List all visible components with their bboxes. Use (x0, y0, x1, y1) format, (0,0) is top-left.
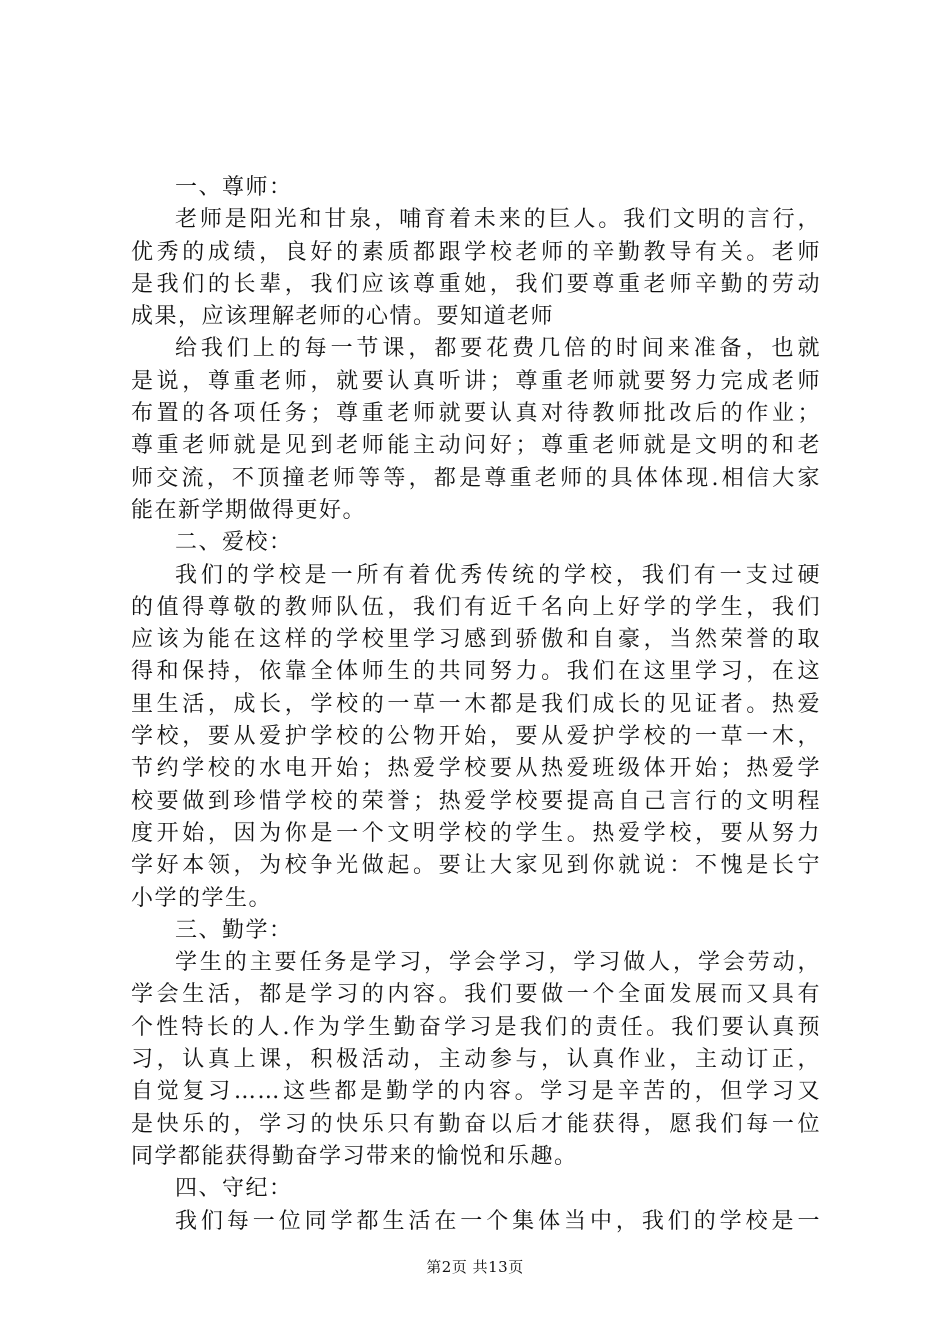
text-line: 节约学校的水电开始；热爱学校要从热爱班级体开始；热爱学 (131, 756, 821, 782)
page-footer: 第2页 共13页 (426, 1258, 524, 1276)
text-line: 学生的主要任务是学习，学会学习，学习做人，学会劳动， (175, 950, 821, 976)
text-line: 是我们的长辈，我们应该尊重她，我们要尊重老师辛勤的劳动 (131, 271, 821, 297)
text-line: 学校，要从爱护学校的公物开始，要从爱护学校的一草一木， (131, 724, 821, 750)
document-body (131, 172, 831, 1238)
text-line: 二、爱校： (175, 530, 293, 556)
text-line: 给我们上的每一节课，都要花费几倍的时间来准备，也就 (175, 336, 821, 362)
text-line: 同学都能获得勤奋学习带来的愉悦和乐趣。 (131, 1143, 578, 1169)
text-line: 自觉复习……这些都是勤学的内容。学习是辛苦的，但学习又 (131, 1079, 821, 1105)
text-line: 尊重老师就是见到老师能主动问好；尊重老师就是文明的和老 (131, 433, 821, 459)
text-line: 是说，尊重老师，就要认真听讲；尊重老师就要努力完成老师 (131, 368, 821, 394)
text-line: 三、勤学： (175, 917, 293, 943)
text-line: 学会生活，都是学习的内容。我们要做一个全面发展而又具有 (131, 982, 821, 1008)
text-line: 我们的学校是一所有着优秀传统的学校，我们有一支过硬 (175, 562, 821, 588)
text-line: 能在新学期做得更好。 (131, 497, 367, 523)
text-line: 里生活，成长，学校的一草一木都是我们成长的见证者。热爱 (131, 691, 821, 717)
text-line: 习，认真上课，积极活动，主动参与，认真作业，主动订正， (131, 1047, 821, 1073)
text-line: 成果，应该理解老师的心情。要知道老师 (131, 304, 555, 330)
text-line: 的值得尊敬的教师队伍，我们有近千名向上好学的学生，我们 (131, 594, 821, 620)
text-line: 校要做到珍惜学校的荣誉；热爱学校要提高自己言行的文明程 (131, 788, 821, 814)
text-line: 是快乐的，学习的快乐只有勤奋以后才能获得，愿我们每一位 (131, 1111, 821, 1137)
text-line: 老师是阳光和甘泉，哺育着未来的巨人。我们文明的言行， (175, 207, 821, 233)
text-line: 度开始，因为你是一个文明学校的学生。热爱学校，要从努力 (131, 820, 821, 846)
text-line: 小学的学生。 (131, 885, 273, 911)
text-line: 应该为能在这样的学校里学习感到骄傲和自豪，当然荣誉的取 (131, 627, 821, 653)
text-line: 得和保持，依靠全体师生的共同努力。我们在这里学习，在这 (131, 659, 821, 685)
text-line: 布置的各项任务；尊重老师就要认真对待教师批改后的作业； (131, 401, 821, 427)
text-line: 个性特长的人.作为学生勤奋学习是我们的责任。我们要认真预 (131, 1014, 821, 1040)
text-line: 优秀的成绩，良好的素质都跟学校老师的辛勤教导有关。老师 (131, 239, 821, 265)
text-line: 一、尊师： (175, 175, 293, 200)
text-line: 学好本领，为校争光做起。要让大家见到你就说：不愧是长宁 (131, 853, 821, 879)
text-line: 我们每一位同学都生活在一个集体当中，我们的学校是一 (175, 1208, 821, 1234)
text-line: 师交流，不顶撞老师等等，都是尊重老师的具体体现.相信大家 (131, 465, 821, 491)
text-line: 四、守纪： (175, 1176, 293, 1202)
